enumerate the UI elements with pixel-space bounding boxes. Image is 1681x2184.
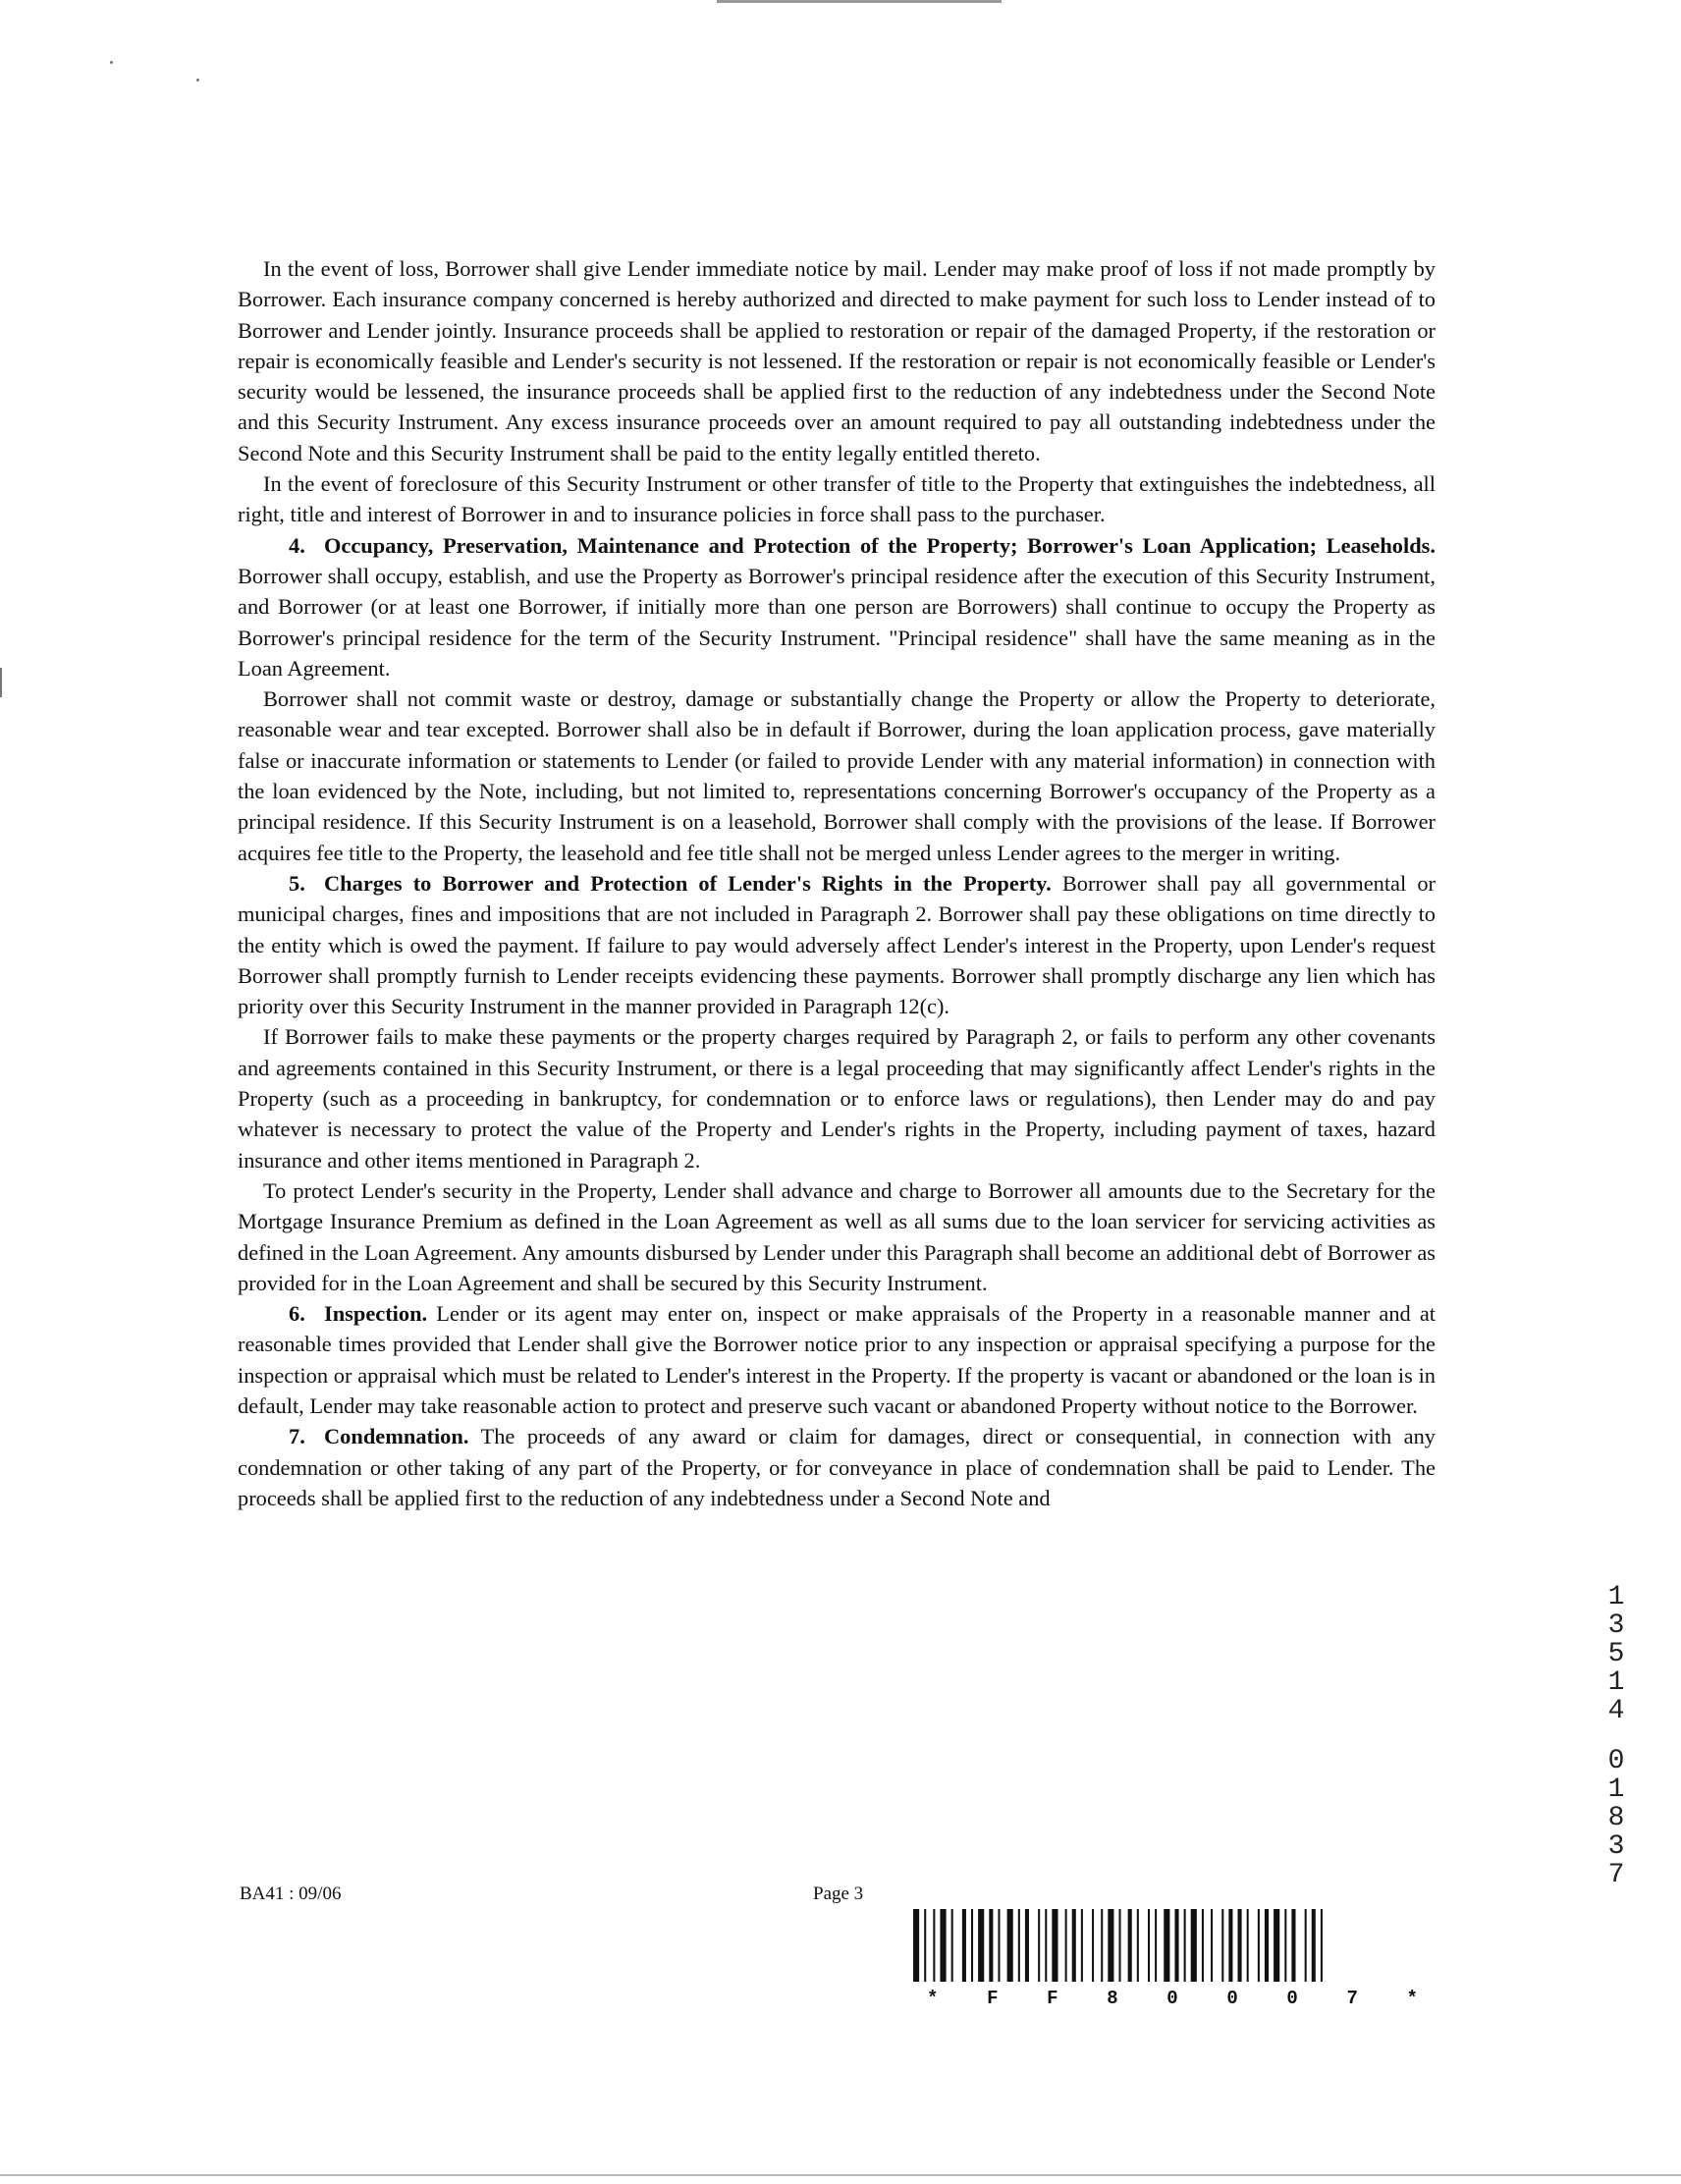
barcode-char: * bbox=[927, 1988, 939, 2009]
stamp-digit: 3 bbox=[1607, 1831, 1625, 1862]
paragraph bbox=[238, 253, 1436, 468]
paragraph-text: The proceeds of any award or claim for damages, direct or consequential, in connection with any condemnation or other taking of any part of the Property, or for conveyance in place of condemnation shall be paid to Lender. The proceeds shall be applied first to the reduction of any indebtedness under a Second Note and bbox=[238, 1424, 1436, 1510]
section-number: 6. bbox=[289, 1301, 305, 1327]
barcode-char: 7 bbox=[1346, 1988, 1358, 2009]
barcode bbox=[913, 1909, 1432, 1982]
scan-speck bbox=[196, 79, 199, 82]
section-number: 5. bbox=[289, 870, 305, 896]
paragraph bbox=[238, 1421, 1436, 1513]
stamp-gap bbox=[1597, 1725, 1636, 1747]
paragraph bbox=[238, 1298, 1436, 1421]
section-number: 4. bbox=[289, 532, 305, 558]
scan-speck bbox=[110, 61, 113, 64]
stamp-digit: 8 bbox=[1607, 1803, 1625, 1833]
paragraph-text: In the event of loss, Borrower shall give Lender immediate notice by mail. Lender may make proof of loss if not made promptly by Borrower. Each insurance company concerned is hereby authorized and directed to make payment for such loss to Lender instead of to Borrower and Lender jointly. Insurance proceeds shall be applied to restoration or repair of the damaged Property, if the restoration or repair is economically feasible and Lender's security is not lessened. If the restoration or repair is not economically feasible or Lender's security would be lessened, the insurance proceeds shall be applied first to the reduction of any indebtedness under the Second Note and this Security Instrument. Any excess insurance proceeds over an amount required to pay all outstanding indebtedness under the Second Note and this Security Instrument shall be paid to the entity legally entitled thereto. bbox=[238, 256, 1436, 465]
stamp-digit: 5 bbox=[1607, 1639, 1625, 1669]
section-heading: Occupancy, Preservation, Maintenance and Protection of the Property; Borrower's Loan Application; Leaseholds. bbox=[324, 532, 1436, 558]
barcode-char: F bbox=[1047, 1988, 1058, 2009]
paragraph bbox=[238, 1175, 1436, 1298]
scan-artifact-left bbox=[0, 668, 2, 697]
scan-artifact-top bbox=[717, 0, 1002, 3]
stamp-digit: 7 bbox=[1607, 1860, 1625, 1890]
section-heading: Condemnation. bbox=[324, 1424, 469, 1449]
section-heading: Inspection. bbox=[324, 1301, 428, 1327]
stamp-digit: 4 bbox=[1607, 1696, 1625, 1726]
stamp-digit: 1 bbox=[1607, 1667, 1625, 1698]
barcode-char: 0 bbox=[1286, 1988, 1298, 2009]
section-heading: Charges to Borrower and Protection of Lender's Rights in the Property. bbox=[324, 870, 1052, 896]
barcode-text bbox=[927, 1988, 1418, 2009]
paragraph bbox=[238, 530, 1436, 683]
paragraph-text: Borrower shall not commit waste or destroy, damage or substantially change the Property or allow the Property to deteriorate, reasonable wear and tear excepted. Borrower shall also be in default if Borrower, during the loan application process, gave materially false or inaccurate information or statements to Lender (or failed to provide Lender with any material information) in connection with the loan evidenced by the Note, including, but not limited to, representations concerning Borrower's occupancy of the Property as a principal residence. If this Security Instrument is on a leasehold, Borrower shall comply with the provisions of the lease. If Borrower acquires fee title to the Property, the leasehold and fee title shall not be merged unless Lender agrees to the merger in writing. bbox=[238, 686, 1436, 865]
paragraph-text: Lender or its agent may enter on, inspect or make appraisals of the Property in a reasonable manner and at reasonable times provided that Lender shall give the Borrower notice prior to any inspection or appraisal specifying a purpose for the inspection or appraisal which must be related to Lender's interest in the Property. If the property is vacant or abandoned or the loan is in default, Lender may take reasonable action to protect and preserve such vacant or abandoned Property without notice to the Borrower. bbox=[238, 1301, 1436, 1418]
barcode-char: F bbox=[987, 1988, 999, 2009]
barcode-char: 8 bbox=[1107, 1988, 1118, 2009]
form-code: BA41 : 09/06 bbox=[240, 1884, 342, 1904]
side-stamp-number bbox=[1597, 1583, 1636, 1889]
paragraph bbox=[238, 868, 1436, 1021]
paragraph bbox=[238, 683, 1436, 868]
paragraph-text: If Borrower fails to make these payments or the property charges required by Paragraph 2, or fails to perform any other covenants and agreements contained in this Security Instrument, or there is a legal proceeding that may significantly affect Lender's rights in the Property (such as a proceeding in bankruptcy, for condemnation or to enforce laws or regulations), then Lender may do and pay whatever is necessary to protect the value of the Property and Lender's rights in the Property, including payment of taxes, hazard insurance and other items mentioned in Paragraph 2. bbox=[238, 1024, 1436, 1173]
paragraph-text: In the event of foreclosure of this Security Instrument or other transfer of title to the Property that extinguishes the indebtedness, all right, title and interest of Borrower in and to insurance policies in force shall pass to the purchaser. bbox=[238, 471, 1436, 527]
document-body bbox=[238, 253, 1436, 1513]
paragraph bbox=[238, 468, 1436, 530]
paragraph-text: Borrower shall pay all governmental or municipal charges, fines and impositions that are not included in Paragraph 2. Borrower shall pay these obligations on time directly to the entity which is owed the payment. If failure to pay would adversely affect Lender's interest in the Property, upon Lender's request Borrower shall promptly furnish to Lender receipts evidencing these payments. Borrower shall promptly discharge any lien which has priority over this Security Instrument in the manner provided in Paragraph 12(c). bbox=[238, 870, 1436, 1019]
stamp-digit: 1 bbox=[1607, 1582, 1625, 1612]
paragraph bbox=[238, 1021, 1436, 1174]
stamp-digit: 1 bbox=[1607, 1774, 1625, 1805]
barcode-char: * bbox=[1406, 1988, 1418, 2009]
stamp-digit: 3 bbox=[1607, 1611, 1625, 1641]
paragraph-text: Borrower shall occupy, establish, and use the Property as Borrower's principal residence after the execution of this Security Instrument, and Borrower (or at least one Borrower, if initially more than one person are Borrowers) shall continue to occupy the Property as Borrower's principal residence for the term of the Security Instrument. "Principal residence" shall have the same meaning as in the Loan Agreement. bbox=[238, 563, 1436, 681]
barcode-char: 0 bbox=[1166, 1988, 1178, 2009]
section-number: 7. bbox=[289, 1424, 305, 1449]
page-number: Page 3 bbox=[813, 1884, 864, 1904]
scan-artifact-bottom bbox=[0, 2174, 1681, 2176]
stamp-digit: 0 bbox=[1607, 1746, 1625, 1776]
barcode-char: 0 bbox=[1226, 1988, 1238, 2009]
paragraph-text: To protect Lender's security in the Property, Lender shall advance and charge to Borrower all amounts due to the Secretary for the Mortgage Insurance Premium as defined in the Loan Agreement as well as all sums due to the loan servicer for servicing activities as defined in the Loan Agreement. Any amounts disbursed by Lender under this Paragraph shall become an additional debt of Borrower as provided for in the Loan Agreement and shall be secured by this Security Instrument. bbox=[238, 1177, 1436, 1295]
